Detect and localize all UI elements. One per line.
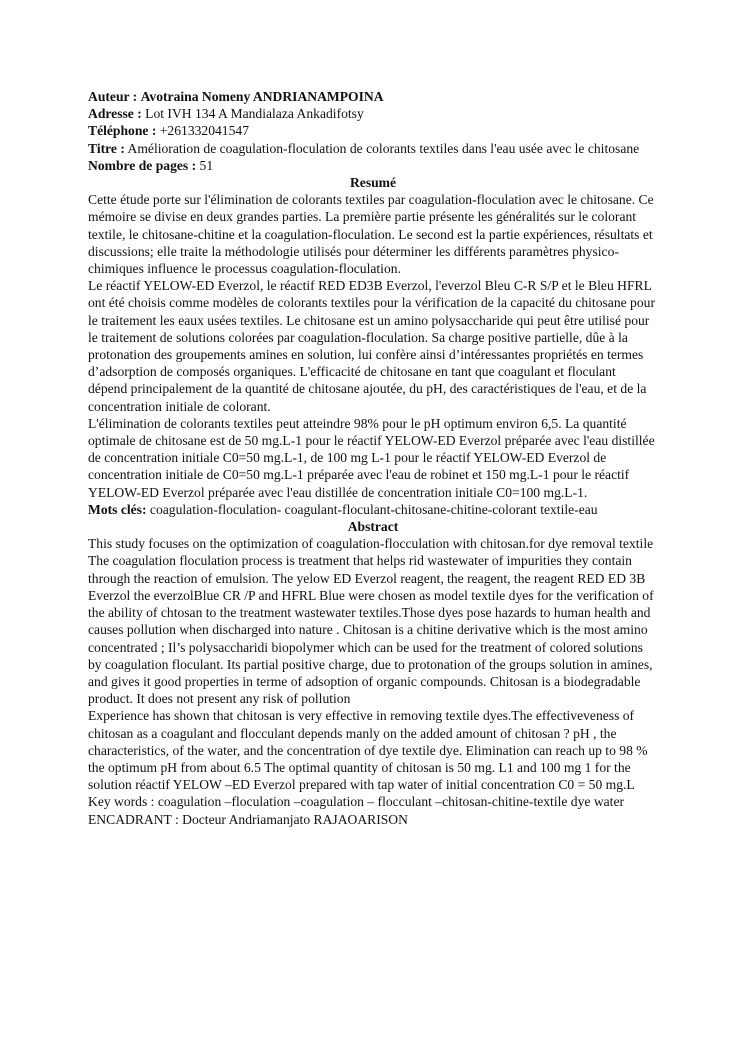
address-line [88, 105, 658, 122]
keywords-en-line: Key words : coagulation –floculation –coagulation – flocculant –chitosan-chitine-textile dye water [88, 794, 625, 810]
abstract-heading: Abstract [347, 519, 399, 535]
resume-paragraph-3: L'élimination de colorants textiles peut atteindre 98% pour le pH optimum environ 6,5. La quantité optimale de chitosane est de 50 mg.L-1 pour le réactif YELOW-ED Everzol préparée avec l'eau distillée de concentration initiale C0=50 mg.L-1, de 100 mg L-1 pour le réactif YELOW-ED Everzol de concentration initiale de C0=50 mg.L-1 préparée avec l'eau de robinet et 150 mg.L-1 pour le réactif YELOW-ED Everzol préparée avec l'eau distillée de concentration initiale C0=100 mg.L-1. [88, 415, 655, 500]
resume-paragraph-1: Cette étude porte sur l'élimination de colorants textiles par coagulation-floculation avec le chitosane. Ce mémoire se divise en deux grandes parties. La première partie présente les généralités sur le colorant textile, le chitosane-chitine et la coagulation-floculation. Le second est la partie expériences, résultats et discussions; elle traite la méthodologie utilisés pour déterminer les différents paramètres physico-chimiques influence le processus coagulation-floculation. [88, 192, 654, 277]
phone-line [88, 122, 658, 139]
author-value: Avotraina Nomeny ANDRIANAMPOINA [140, 89, 384, 104]
title-label: Titre : [88, 140, 125, 156]
phone-label: Téléphone : [88, 123, 157, 139]
pages-label: Nombre de pages : [88, 157, 197, 173]
title-line [88, 140, 658, 157]
pages-line [88, 157, 658, 174]
author-line [88, 88, 658, 105]
pages-value: 51 [199, 157, 214, 173]
keywords-fr-line [88, 501, 658, 518]
author-label: Auteur : [88, 89, 138, 104]
abstract-paragraph-1: This study focuses on the optimization of coagulation-flocculation with chitosan.for dye removal textile The coagulation floculation process is treatment that helps rid wastewater of impurities they contain through the reaction of emulsion. The yelow ED Everzol reagent, the reagent, the reagent RED ED 3B Everzol the everzolBlue CR /P and HFRL Blue were chosen as model textile dyes for the verification of the ability of chtosan to the treatment wastewater textiles.Those dyes pose hazards to human health and causes pollution when discharged into nature . Chitosan is a chitine derivative which is the most amino concentrated ; Il’s polysaccharidi biopolymer which can be used for the treatment of colored solutions by coagulation floculant. Its partial positive charge, due to protonation of the groups solution in amines, and gives it good properties in terme of adsoption of organic compounds. Chitosan is a biodegradable product. It does not present any risk of pollution [88, 536, 654, 707]
address-value: Lot IVH 134 A Mandialaza Ankadifotsy [145, 106, 364, 122]
title-value: Amélioration de coagulation-floculation de colorants textiles dans l'eau usée avec le chitosane [127, 140, 640, 156]
keywords-fr-value: coagulation-floculation- coagulant-floculant-chitosane-chitine-colorant textile-eau [149, 501, 598, 517]
address-label: Adresse : [88, 106, 142, 122]
keywords-fr-label: Mots clés: [88, 501, 147, 517]
resume-heading: Resumé [349, 175, 397, 191]
document-page [88, 88, 658, 828]
abstract-paragraph-2: Experience has shown that chitosan is very effective in removing textile dyes.The effectiveveness of chitosan as a coagulant and flocculant depends manly on the added amount of chitosan ? pH , the characteristics, of the water, and the concentration of dye textile dye. Elimination can reach up to 98 % the optimum pH from about 6.5 The optimal quantity of chitosan is 50 mg. L1 and 100 mg 1 for the solution réactif YELOW –ED Everzol prepared with tap water of initial concentration C0 = 50 mg.L [88, 708, 648, 793]
phone-value: +261332041547 [159, 123, 249, 139]
resume-paragraph-2: Le réactif YELOW-ED Everzol, le réactif RED ED3B Everzol, l'everzol Bleu C-R S/P et le Bleu HFRL ont été choisis comme modèles de colorants textiles pour la vérification de la capacité du chitosane pour le traitement les eaux usées textiles. Le chitosane est un amino polysaccharide qui peut être utilisé pour le traitement de solutions colorées par coagulation-floculation. Sa charge positive partielle, dûe à la protonation des groupements amines en solution, lui confère ainsi d’intéressantes propriétés en termes d’adsorption de composés organiques. L'efficacité de chitosane en tant que coagulant et floculant dépend principalement de la quantité de chitosane ajoutée, du pH, des caractéristiques de l'eau, et de la concentration initiale de colorant. [88, 278, 655, 414]
supervisor-line: ENCADRANT : Docteur Andriamanjato RAJAOARISON [88, 811, 408, 827]
